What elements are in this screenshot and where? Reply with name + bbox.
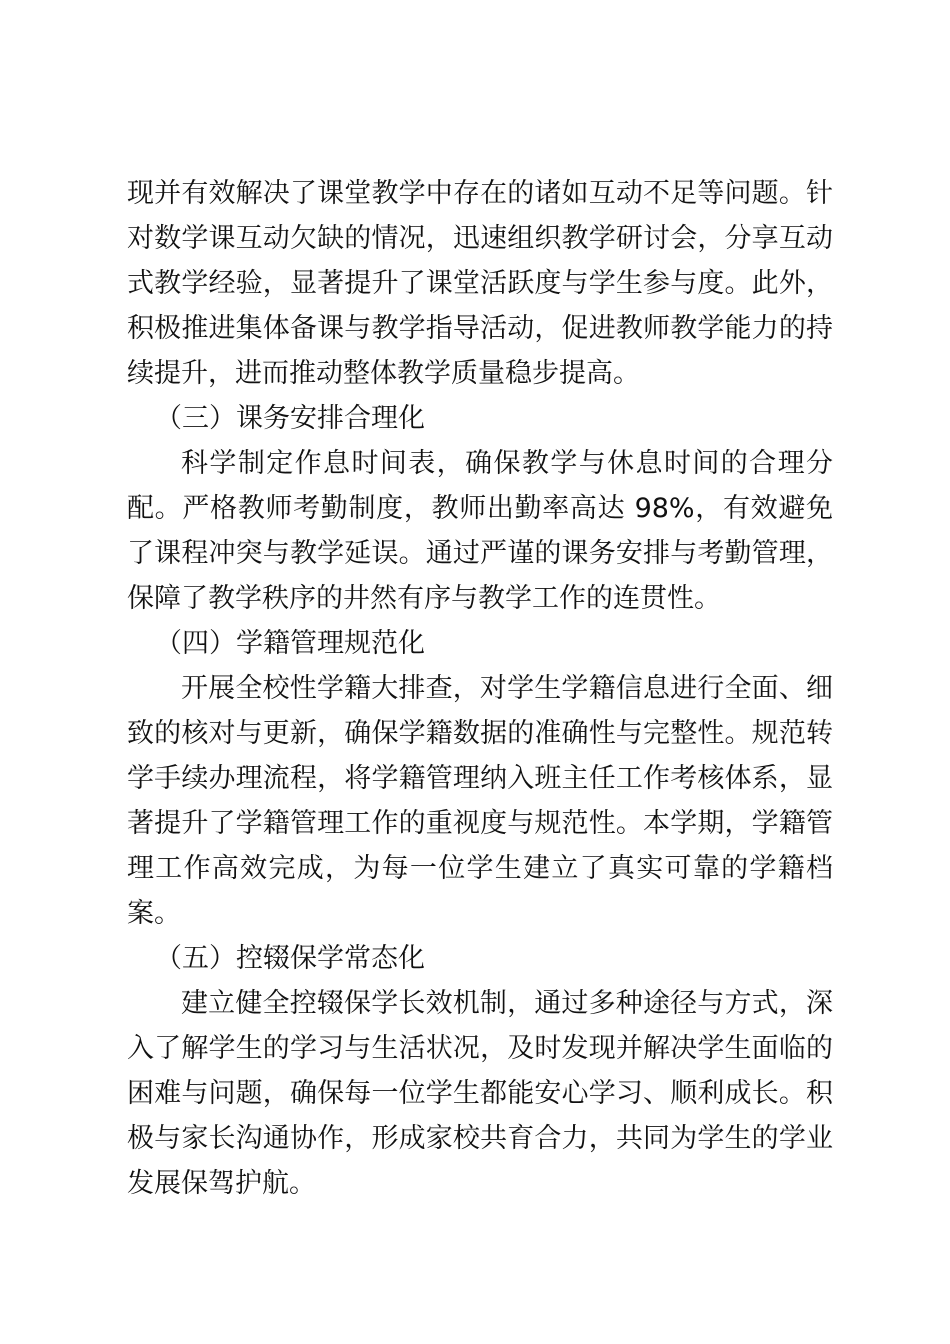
paragraph-course-arrangement: 科学制定作息时间表，确保教学与休息时间的合理分配。严格教师考勤制度，教师出勤率高达 98%，有效避免了课程冲突与教学延误。通过严谨的课务安排与考勤管理，保障了教学秩序的井然有序与教学工作的连贯性。 [127, 448, 833, 614]
paragraph-dropout-control: 建立健全控辍保学长效机制，通过多种途径与方式，深入了解学生的学习与生活状况，及时发现并解决学生面临的困难与问题，确保每一位学生都能安心学习、顺利成长。积极与家长沟通协作，形成家校共育合力，共同为学生的学业发展保驾护航。 [127, 988, 833, 1199]
paragraph-student-records: 开展全校性学籍大排查，对学生学籍信息进行全面、细致的核对与更新，确保学籍数据的准确性与完整性。规范转学手续办理流程，将学籍管理纳入班主任工作考核体系，显著提升了学籍管理工作的重视度与规范性。本学期，学籍管理工作高效完成，为每一位学生建立了真实可靠的学籍档案。 [127, 673, 833, 929]
section-heading-course-arrangement: （三）课务安排合理化 [155, 403, 425, 434]
paragraph-continued-intro: 现并有效解决了课堂教学中存在的诸如互动不足等问题。针对数学课互动欠缺的情况，迅速组织教学研讨会，分享互动式教学经验，显著提升了课堂活跃度与学生参与度。此外，积极推进集体备课与教学指导活动，促进教师教学能力的持续提升，进而推动整体教学质量稳步提高。 [127, 178, 833, 389]
section-heading-dropout-control: （五）控辍保学常态化 [155, 943, 425, 974]
document-body [127, 171, 833, 1206]
section-heading-student-records: （四）学籍管理规范化 [155, 628, 425, 659]
